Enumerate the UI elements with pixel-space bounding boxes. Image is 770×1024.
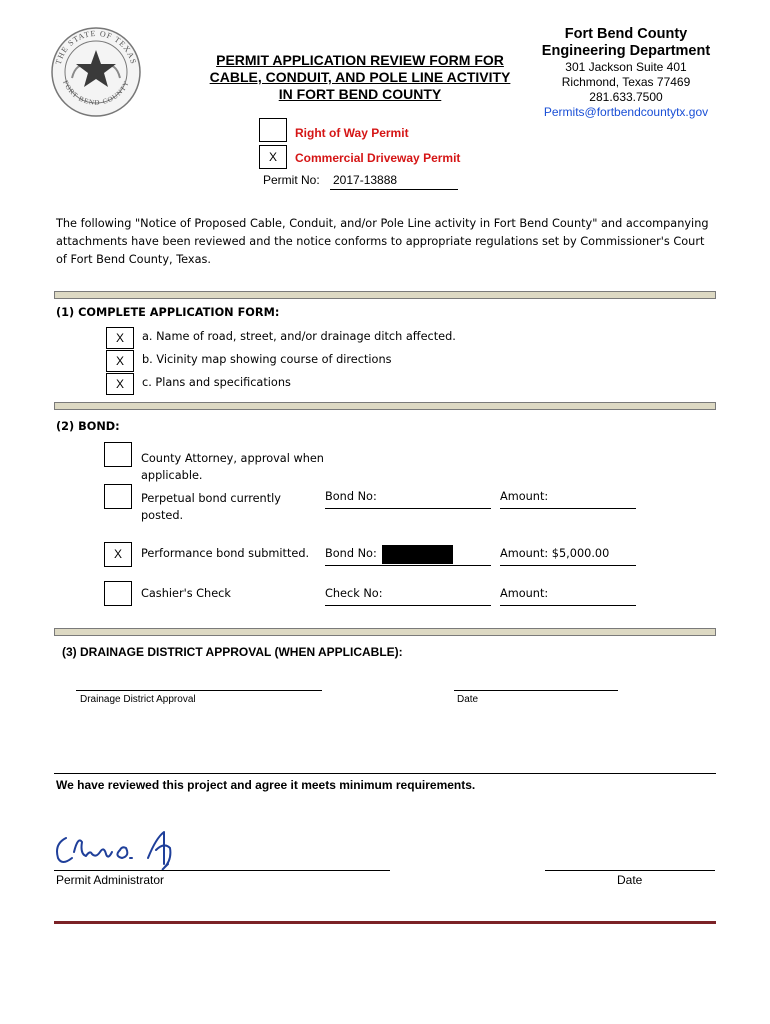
org-name: Fort Bend County [564,26,688,42]
right-of-way-checkbox[interactable] [259,118,287,142]
address-line-2: Richmond, Texas 77469 [561,75,691,89]
cashiers-check-label: Cashier's Check [141,587,231,600]
permit-no-label: Permit No: [263,173,320,187]
administrator-date-label: Date [617,873,643,887]
permit-administrator-label: Permit Administrator [56,873,165,887]
section-3-heading: (3) DRAINAGE DISTRICT APPROVAL (WHEN APPLICABLE): [62,645,403,659]
administrator-date-line[interactable] [545,870,715,871]
drainage-approval-label: Drainage District Approval [80,694,196,705]
commercial-driveway-checkbox[interactable]: X [259,145,287,169]
svg-text:THE STATE OF TEXAS: THE STATE OF TEXAS [53,28,139,66]
performance-bond-no-field[interactable]: Bond No: [325,547,491,566]
footer-rule [54,921,716,924]
performance-bond-amount-field[interactable]: Amount: $5,000.00 [500,547,636,566]
perpetual-bond-label: Perpetual bond currently posted. [141,492,281,522]
form-title [192,52,528,103]
check-amount-field[interactable]: Amount: [500,587,636,606]
plans-specs-checkbox[interactable]: X [106,373,134,395]
vicinity-map-label: b. Vicinity map showing course of directions [142,353,392,366]
perpetual-bond-no-field[interactable]: Bond No: [325,490,491,509]
svg-text:FORT BEND COUNTY: FORT BEND COUNTY [61,79,131,107]
vicinity-map-checkbox[interactable]: X [106,350,134,372]
plans-specs-label: c. Plans and specifications [142,376,291,389]
drainage-date-label: Date [457,694,479,705]
intro-paragraph: The following "Notice of Proposed Cable, Conduit, and/or Pole Line activity in Fort Bend County" and accompanying attachments have been reviewed and the notice conforms to appropriate regulations set by Commissioner's Court of Fort Bend County, Texas. [56,217,709,266]
drainage-date-line[interactable] [454,690,618,691]
phone-number: 281.633.7500 [589,90,663,104]
administrator-signature-line[interactable] [54,870,390,871]
county-attorney-label: County Attorney, approval when applicable. [141,452,324,482]
review-statement: We have reviewed this project and agree it meets minimum requirements. [56,778,476,792]
performance-bond-checkbox[interactable]: X [104,542,132,567]
section-1-heading: (1) COMPLETE APPLICATION FORM: [56,306,280,319]
commercial-driveway-label: Commercial Driveway Permit [295,151,461,165]
administrator-signature [52,828,192,872]
name-of-road-label: a. Name of road, street, and/or drainage ditch affected. [142,330,456,343]
right-of-way-label: Right of Way Permit [295,126,409,140]
perpetual-bond-amount-field[interactable]: Amount: [500,490,636,509]
title-line-3: IN FORT BEND COUNTY [278,86,442,102]
section-divider-2 [54,402,716,410]
department-name: Engineering Department [541,43,711,59]
section-divider-3 [54,628,716,636]
name-of-road-checkbox[interactable]: X [106,327,134,349]
title-line-1: PERMIT APPLICATION REVIEW FORM FOR [216,52,504,68]
permit-no-field[interactable]: 2017-13888 [330,173,458,190]
check-no-field[interactable]: Check No: [325,587,491,606]
department-contact-block [520,26,732,120]
section-2-heading: (2) BOND: [56,420,120,433]
performance-bond-label: Performance bond submitted. [141,547,310,560]
cashiers-check-checkbox[interactable] [104,581,132,606]
section-divider-1 [54,291,716,299]
county-seal-logo [50,26,142,118]
email-link[interactable]: Permits@fortbendcountytx.gov [543,105,709,119]
review-rule [54,773,716,774]
address-line-1: 301 Jackson Suite 401 [565,60,687,74]
drainage-approval-line[interactable] [76,690,322,691]
redacted-bond-number [382,545,453,564]
perpetual-bond-checkbox[interactable] [104,484,132,509]
county-attorney-checkbox[interactable] [104,442,132,467]
title-line-2: CABLE, CONDUIT, AND POLE LINE ACTIVITY [209,69,511,85]
